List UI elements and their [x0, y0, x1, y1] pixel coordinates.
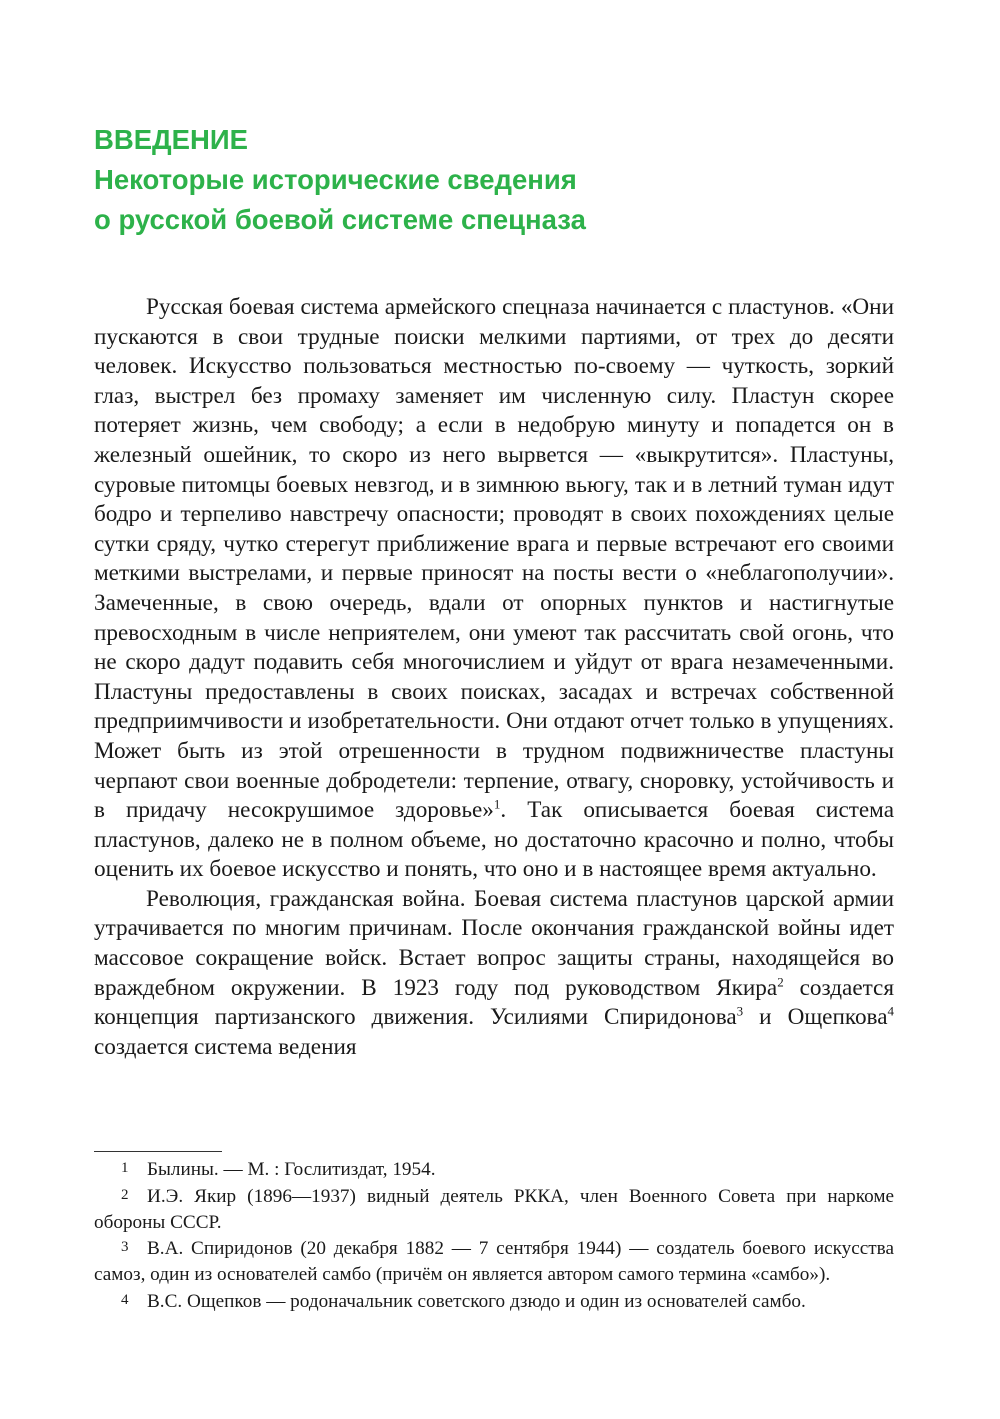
- paragraph-text: . Так описывается боевая система пластунов, далеко не в полном объеме, но достаточно красочно и полно, чтобы оценить их боевое искусство и понять, что оно и в настоящее время актуально.: [94, 797, 894, 883]
- paragraph-text: Русская боевая система армейского спецназа начинается с пластунов. «Они пускаются в свои трудные поиски мелкими партиями, от трех до десяти человек. Искусство пользоваться местностью по-своему — чуткость, зоркий глаз, выстрел без промаху заменяет им численную силу. Пластун скорее потеряет жизнь, чем свободу; а если в недобрую минуту и попадется он в железный ошейник, то скоро из него вырвется — «выкрутится». Пластуны, суровые питомцы боевых невзгод, и в зимнюю вьюгу, так и в летний туман идут бодро и терпеливо навстречу опасности; проводят в своих похождениях целые сутки сряду, чутко стерегут приближение врага и первые встречают его своими меткими выстрелами, и первые приносят на посты вести о «неблагополучии». Замеченные, в свою очередь, вдали от опорных пунктов и настигнутые превосходным в числе неприятелем, они умеют так рассчитать свой огонь, что не скоро дадут подавить себя многочислием и уйдут от врага незамеченными. Пластуны предоставлены в своих поисках, засадах и встречах собственной предприимчивости и изобретательности. Они отдают отчет только в упущениях. Может быть из этой отрешенности в трудном подвижничестве пластуны черпают свои военные добродетели: терпение, отвагу, сноровку, устойчивость и в придачу несокрушимое здоровье»: [94, 294, 894, 824]
- paragraph-text: создается система ведения: [94, 1033, 357, 1060]
- chapter-title: ВВЕДЕНИЕ: [94, 124, 248, 155]
- footnote-1: [94, 1156, 894, 1183]
- footnote-divider: [94, 1151, 222, 1152]
- paragraph-1: [94, 293, 894, 885]
- footnote-4: [94, 1288, 894, 1315]
- footnotes: [94, 1156, 894, 1315]
- footnote-ref-1: 1: [493, 796, 501, 812]
- footnote-number: 4: [121, 1291, 129, 1308]
- footnote-text: В.А. Спиридонов (20 декабря 1882 — 7 сентября 1944) — создатель боевого искусства самоз, один из основателей самбо (причём он является автором самого термина «самбо»).: [94, 1238, 894, 1286]
- footnote-number: 3: [121, 1239, 129, 1256]
- body-text: [94, 293, 894, 1062]
- footnote-3: [94, 1235, 894, 1288]
- footnote-ref-3: 3: [736, 1003, 744, 1019]
- chapter-subtitle-line-1: Некоторые исторические сведения: [94, 164, 577, 195]
- paragraph-text: Революция, гражданская война. Боевая система пластунов царской армии утрачивается по многим причинам. После окончания гражданской войны идет массовое сокращение войск. Встает вопрос защиты страны, находящейся во враждебном окружении. В 1923 году под руководством Якира: [94, 885, 894, 1001]
- footnote-2: [94, 1183, 894, 1236]
- footnote-text: Былины. — М. : Гослитиздат, 1954.: [147, 1159, 436, 1180]
- footnote-text: В.С. Ощепков — родоначальник советского дзюдо и один из основателей самбо.: [147, 1290, 806, 1312]
- chapter-heading: [94, 120, 894, 240]
- document-page: [94, 0, 894, 1419]
- footnote-text: И.Э. Якир (1896—1937) видный деятель РККА, член Военного Совета при наркоме обороны СССР.: [94, 1185, 894, 1233]
- chapter-subtitle-line-2: о русской боевой системе спецназа: [94, 204, 586, 235]
- paragraph-text: и Ощепкова: [743, 1004, 888, 1031]
- footnote-ref-4: 4: [887, 1003, 894, 1019]
- paragraph-2: [94, 885, 894, 1063]
- footnote-number: 2: [121, 1186, 129, 1203]
- footnote-number: 1: [121, 1160, 129, 1176]
- footnote-ref-2: 2: [777, 973, 784, 989]
- paragraph-text: создается концепция партизанского движения. Усилиями Спиридонова: [94, 974, 894, 1031]
